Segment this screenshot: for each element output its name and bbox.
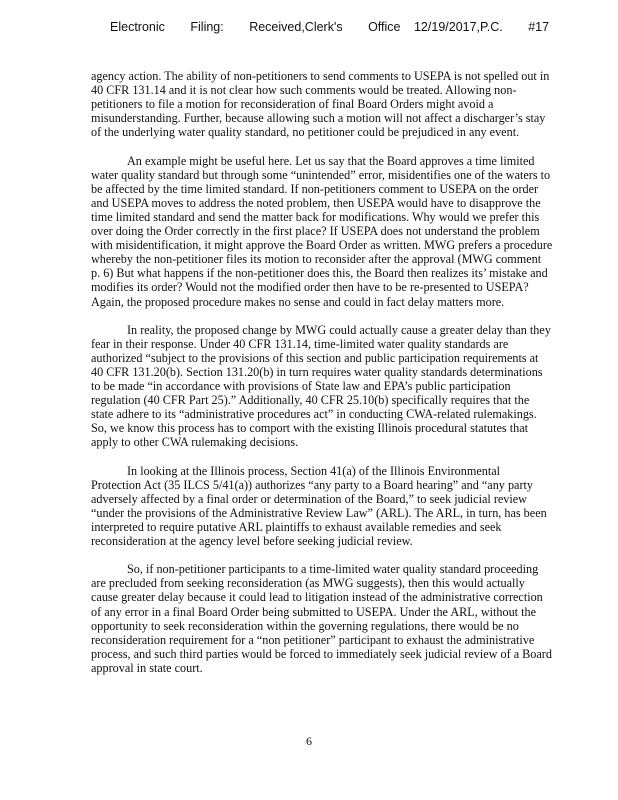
page-number: 6 (306, 734, 312, 748)
header-number: #17 (528, 20, 550, 34)
paragraph-2: An example might be useful here. Let us say that the Board approves a time limited water quality standard but through some “unintended” error, misidentifies one of the waters to be affected by the time limited standard. If non-petitioners comment to USEPA on the order and USEPA moves to address the noted problem, then USEPA would have to disapprove the time limited standard and send the matter back for modifications. Why would we prefer this over doing the Order correctly in the first place? If USEPA does not understand the problem with misidentification, it might approve the Board Order as written. MWG prefers a procedure whereby the non-petitioner files its motion to reconsider after the approval (MWG comment p. 6) But what happens if the non-petitioner does this, the Board then realizes its’ mistake and modifies its order? Would not the modified order then have to be re-presented to USEPA? Again, the proposed procedure makes no sense and could in fact delay matters more. (91, 153, 553, 309)
paragraph-3: In reality, the proposed change by MWG could actually cause a greater delay than they fear in their response. Under 40 CFR 131.14, time-limited water quality standards are authorized “subject to the provisions of this section and public participation requirements at 40 CFR 131.20(b). Section 131.20(b) in turn requires water quality standards determinations to be made “in accordance with provisions of State law and EPA’s public participation regulation (40 CFR Part 25).” Additionally, 40 CFR 25.10(b) specifically requires that the state adhere to its “administrative procedures act” in conducting CWA-related rulemakings. So, we know this process has to comport with the existing Illinois procedural statutes that apply to other CWA rulemaking decisions. (91, 322, 551, 450)
header-filing: Filing: (190, 20, 224, 34)
header-date: 12/19/2017,P.C. (413, 20, 503, 34)
header-received: Received,Clerk's (249, 20, 343, 34)
filing-header (110, 20, 590, 34)
paragraph-5: So, if non-petitioner participants to a time-limited water quality standard proceeding are precluded from seeking reconsideration (as MWG suggests), then this would actually cause greater delay because it could lead to litigation instead of the administrative correction of any error in a final Board Order being submitted to USEPA. Under the ARL, without the opportunity to seek reconsideration within the governing regulations, there would be no reconsideration requirement for a “non petitioner” participant to exhaust the administrative process, and such third parties would be forced to immediately seek judicial review of a Board approval in state court. (91, 562, 552, 675)
header-electronic: Electronic (110, 20, 165, 34)
paragraph-1: agency action. The ability of non-petitioners to send comments to USEPA is not spelled out in 40 CFR 131.14 and it is not clear how such comments would be treated. Allowing non-petitioners to file a motion for reconsideration of final Board Orders might avoid a misunderstanding. Further, because allowing such a motion will not affect a discharger’s stay of the underlying water quality standard, no petitioner could be prejudiced in any event. (91, 69, 550, 140)
header-office: Office (368, 20, 401, 34)
document-body (91, 69, 553, 689)
paragraph-4: In looking at the Illinois process, Section 41(a) of the Illinois Environmental Protection Act (35 ILCS 5/41(a)) authorizes “any party to a Board hearing” and “any party adversely affected by a final order or determination of the Board,” to seek judicial review “under the provisions of the Administrative Review Law” (ARL). The ARL, in turn, has been interpreted to require putative ARL plaintiffs to exhaust available remedies and seek reconsideration at the agency level before seeking judicial review. (91, 463, 547, 549)
